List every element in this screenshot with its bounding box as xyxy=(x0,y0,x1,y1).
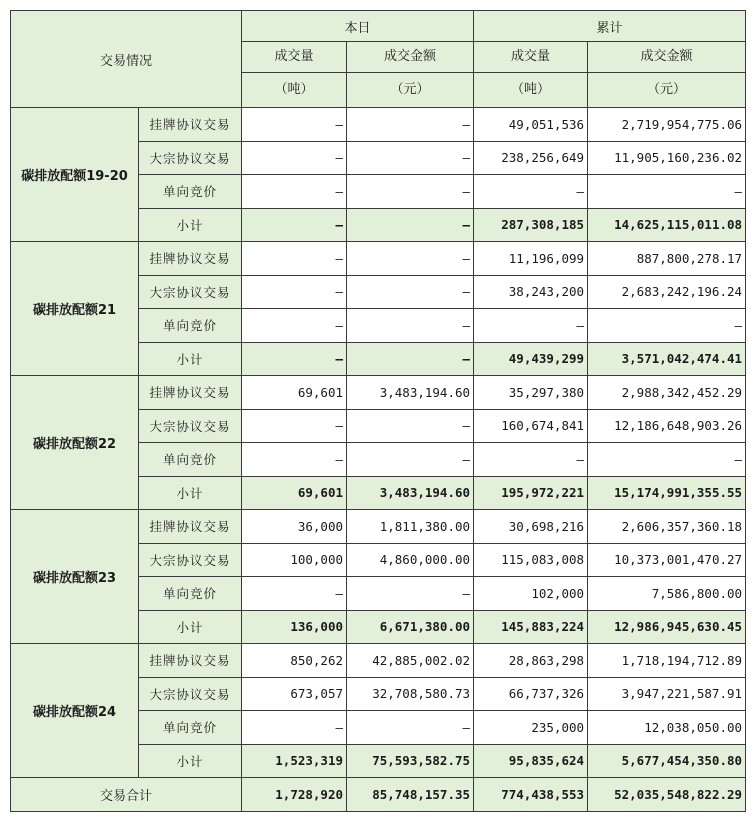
header-row-top xyxy=(11,11,746,42)
group-name: 碳排放配额19-20 xyxy=(11,108,139,242)
today-volume: – xyxy=(242,175,347,209)
trade-type: 挂牌协议交易 xyxy=(139,108,242,142)
today-amount: – xyxy=(347,141,474,175)
group-name: 碳排放配额22 xyxy=(11,376,139,510)
table-row xyxy=(11,376,746,410)
today-volume: 100,000 xyxy=(242,543,347,577)
today-amount: – xyxy=(347,108,474,142)
cum-amount: 7,586,800.00 xyxy=(588,577,746,611)
trade-type: 大宗协议交易 xyxy=(139,409,242,443)
cum-amount: 5,677,454,350.80 xyxy=(588,744,746,778)
cum-volume: 287,308,185 xyxy=(474,208,588,242)
subtotal-label: 小计 xyxy=(139,610,242,644)
cum-volume: 11,196,099 xyxy=(474,242,588,276)
today-amount: – xyxy=(347,275,474,309)
trade-type: 挂牌协议交易 xyxy=(139,510,242,544)
grand-total-label: 交易合计 xyxy=(11,778,242,812)
today-volume: 1,523,319 xyxy=(242,744,347,778)
trade-type: 大宗协议交易 xyxy=(139,543,242,577)
today-volume: – xyxy=(242,711,347,745)
cum-volume: 95,835,624 xyxy=(474,744,588,778)
subtotal-label: 小计 xyxy=(139,476,242,510)
cum-amount: – xyxy=(588,175,746,209)
today-volume-header: 成交量 xyxy=(242,42,347,73)
subtotal-label: 小计 xyxy=(139,342,242,376)
cum-amount-unit: （元） xyxy=(588,73,746,108)
cum-amount-header: 成交金额 xyxy=(588,42,746,73)
subtotal-label: 小计 xyxy=(139,744,242,778)
cum-amount: – xyxy=(588,309,746,343)
today-amount: 1,811,380.00 xyxy=(347,510,474,544)
today-volume-unit: （吨） xyxy=(242,73,347,108)
trade-type: 挂牌协议交易 xyxy=(139,242,242,276)
table-body xyxy=(11,108,746,812)
today-volume: – xyxy=(242,443,347,477)
cum-volume-unit: （吨） xyxy=(474,73,588,108)
cum-volume: 38,243,200 xyxy=(474,275,588,309)
cum-amount: 2,719,954,775.06 xyxy=(588,108,746,142)
table-row xyxy=(11,108,746,142)
cum-volume: 235,000 xyxy=(474,711,588,745)
today-volume: – xyxy=(242,409,347,443)
today-volume: 36,000 xyxy=(242,510,347,544)
cum-amount: 2,606,357,360.18 xyxy=(588,510,746,544)
today-amount: 42,885,002.02 xyxy=(347,644,474,678)
today-amount-unit: （元） xyxy=(347,73,474,108)
total-today-volume: 1,728,920 xyxy=(242,778,347,812)
today-volume: 136,000 xyxy=(242,610,347,644)
today-amount: 3,483,194.60 xyxy=(347,376,474,410)
today-volume: 673,057 xyxy=(242,677,347,711)
cum-amount: – xyxy=(588,443,746,477)
table-row xyxy=(11,510,746,544)
cum-volume: 160,674,841 xyxy=(474,409,588,443)
today-amount: – xyxy=(347,208,474,242)
cum-volume: 66,737,326 xyxy=(474,677,588,711)
trade-type: 单向竞价 xyxy=(139,577,242,611)
trade-type: 单向竞价 xyxy=(139,175,242,209)
cum-volume: 145,883,224 xyxy=(474,610,588,644)
today-amount: 32,708,580.73 xyxy=(347,677,474,711)
today-volume: – xyxy=(242,108,347,142)
cum-volume: 102,000 xyxy=(474,577,588,611)
cum-amount: 12,038,050.00 xyxy=(588,711,746,745)
grand-total-row xyxy=(11,778,746,812)
group-name: 碳排放配额23 xyxy=(11,510,139,644)
today-volume: – xyxy=(242,141,347,175)
cum-volume: 49,051,536 xyxy=(474,108,588,142)
trade-type: 挂牌协议交易 xyxy=(139,376,242,410)
trade-type: 挂牌协议交易 xyxy=(139,644,242,678)
cum-amount: 12,986,945,630.45 xyxy=(588,610,746,644)
today-amount: – xyxy=(347,443,474,477)
table-row xyxy=(11,242,746,276)
trade-type: 大宗协议交易 xyxy=(139,275,242,309)
cum-volume: – xyxy=(474,443,588,477)
cum-amount: 887,800,278.17 xyxy=(588,242,746,276)
today-amount: 6,671,380.00 xyxy=(347,610,474,644)
trade-type: 单向竞价 xyxy=(139,443,242,477)
trade-info-header: 交易情况 xyxy=(11,11,242,108)
today-amount: – xyxy=(347,577,474,611)
today-amount: – xyxy=(347,175,474,209)
trade-type: 单向竞价 xyxy=(139,309,242,343)
total-cum-amount: 52,035,548,822.29 xyxy=(588,778,746,812)
trade-type: 单向竞价 xyxy=(139,711,242,745)
today-amount: – xyxy=(347,409,474,443)
group-name: 碳排放配额24 xyxy=(11,644,139,778)
cum-volume: 30,698,216 xyxy=(474,510,588,544)
cum-amount: 14,625,115,011.08 xyxy=(588,208,746,242)
cum-volume: 49,439,299 xyxy=(474,342,588,376)
today-amount-header: 成交金额 xyxy=(347,42,474,73)
today-amount: – xyxy=(347,342,474,376)
today-volume: 69,601 xyxy=(242,476,347,510)
cum-volume: – xyxy=(474,309,588,343)
cum-amount: 1,718,194,712.89 xyxy=(588,644,746,678)
cum-volume-header: 成交量 xyxy=(474,42,588,73)
cum-volume: 238,256,649 xyxy=(474,141,588,175)
today-volume: 69,601 xyxy=(242,376,347,410)
cum-amount: 10,373,001,470.27 xyxy=(588,543,746,577)
today-volume: – xyxy=(242,309,347,343)
group-name: 碳排放配额21 xyxy=(11,242,139,376)
cum-volume: 115,083,008 xyxy=(474,543,588,577)
today-volume: – xyxy=(242,208,347,242)
total-today-amount: 85,748,157.35 xyxy=(347,778,474,812)
cum-amount: 2,683,242,196.24 xyxy=(588,275,746,309)
total-cum-volume: 774,438,553 xyxy=(474,778,588,812)
today-amount: 4,860,000.00 xyxy=(347,543,474,577)
today-volume: 850,262 xyxy=(242,644,347,678)
today-amount: 3,483,194.60 xyxy=(347,476,474,510)
carbon-trading-table xyxy=(10,10,746,812)
today-header: 本日 xyxy=(242,11,474,42)
cum-volume: 28,863,298 xyxy=(474,644,588,678)
cum-volume: 35,297,380 xyxy=(474,376,588,410)
today-amount: – xyxy=(347,309,474,343)
today-amount: – xyxy=(347,242,474,276)
table-row xyxy=(11,644,746,678)
trade-type: 大宗协议交易 xyxy=(139,677,242,711)
today-volume: – xyxy=(242,577,347,611)
cum-amount: 2,988,342,452.29 xyxy=(588,376,746,410)
cum-volume: – xyxy=(474,175,588,209)
today-volume: – xyxy=(242,242,347,276)
subtotal-label: 小计 xyxy=(139,208,242,242)
today-amount: 75,593,582.75 xyxy=(347,744,474,778)
cum-amount: 11,905,160,236.02 xyxy=(588,141,746,175)
cum-amount: 3,947,221,587.91 xyxy=(588,677,746,711)
cum-amount: 15,174,991,355.55 xyxy=(588,476,746,510)
trade-type: 大宗协议交易 xyxy=(139,141,242,175)
today-volume: – xyxy=(242,342,347,376)
cumulative-header: 累计 xyxy=(474,11,746,42)
today-volume: – xyxy=(242,275,347,309)
cum-volume: 195,972,221 xyxy=(474,476,588,510)
today-amount: – xyxy=(347,711,474,745)
cum-amount: 3,571,042,474.41 xyxy=(588,342,746,376)
cum-amount: 12,186,648,903.26 xyxy=(588,409,746,443)
